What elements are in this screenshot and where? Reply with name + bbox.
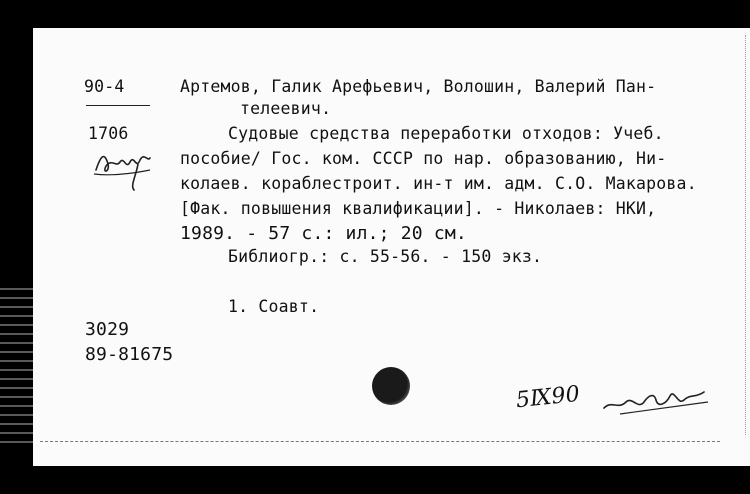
scan-edge-noise [0, 285, 33, 445]
title-line-3: колаев. кораблестроит. ин-т им. адм. С.О. Макарова. [180, 174, 697, 193]
card-bottom-edge [40, 441, 720, 442]
lc-number: 89-81675 [85, 344, 174, 365]
punch-hole [372, 367, 410, 405]
call-number-second: 1706 [88, 124, 129, 143]
handwritten-mark [90, 140, 158, 196]
handwritten-scrawl [600, 380, 710, 420]
title-line-2: пособие/ Гос. ком. СССР по нар. образованию, Ни- [180, 149, 667, 168]
author-line-1: Артемов, Галик Арефьевич, Волошин, Валерий Пан- [180, 77, 657, 96]
tracing: 1. Соавт. [228, 297, 320, 316]
call-number-rule [86, 105, 150, 106]
title-line-1: Судовые средства переработки отходов: Учеб. [228, 124, 664, 143]
handwritten-code: 5Ⅸ90 [514, 381, 582, 414]
author-line-2: телеевич. [240, 99, 332, 118]
title-line-4: [Фак. повышения квалификации]. - Николаев: НКИ, [180, 199, 657, 218]
accession-number: 3029 [85, 319, 130, 340]
card-edge-line [745, 35, 746, 435]
title-line-5: 1989. - 57 с.: ил.; 20 см. [180, 223, 467, 244]
bibliography-note: Библиогр.: с. 55-56. - 150 экз. [228, 247, 543, 266]
call-number-top: 90-4 [84, 77, 125, 96]
